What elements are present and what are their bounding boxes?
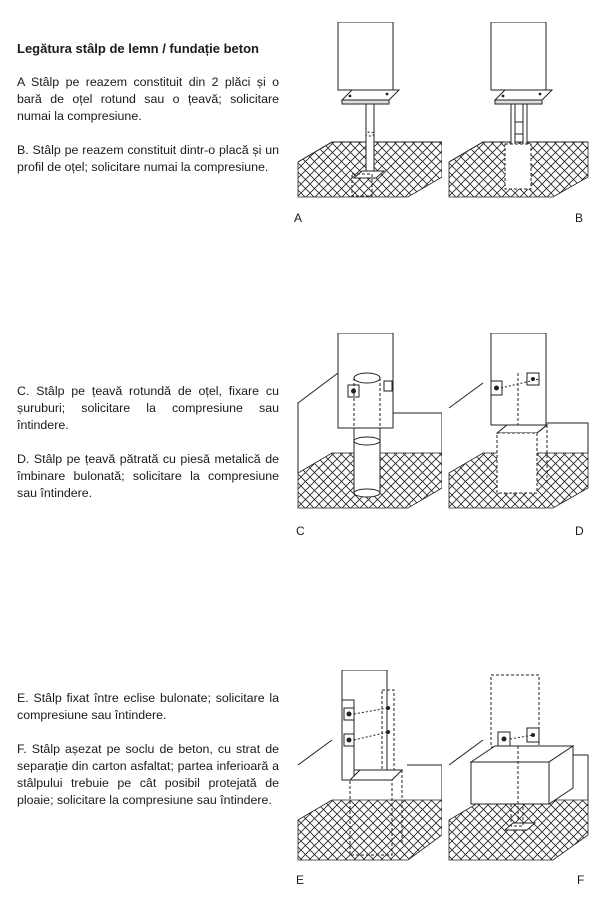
- figure-d-label: D: [575, 524, 584, 538]
- figure-b-drawing: [443, 22, 593, 212]
- paragraph-e: E. Stâlp fixat între eclise bulonate; solicitare la compresiune sau întindere.: [17, 691, 279, 722]
- paragraph-a: A Stâlp pe reazem constituit din 2 plăci și o bară de oțel rotund sau o țeavă; solicitare numai la compresiune.: [17, 75, 279, 123]
- figure-a-label: A: [294, 211, 303, 225]
- paragraph-c: C. Stâlp pe țeavă rotundă de oțel, fixare cu șuruburi; solicitare la compresiune sau întindere.: [17, 384, 279, 432]
- figure-e-label: E: [296, 873, 305, 887]
- figure-f-drawing: [443, 670, 593, 870]
- figure-f-label: F: [577, 873, 585, 887]
- paragraph-d: D. Stâlp pe țeavă pătrată cu piesă metalică de îmbinare bulonată; solicitare la compresiune sau întindere.: [17, 452, 279, 500]
- figure-c-drawing: [292, 333, 442, 523]
- page-title: Legătura stâlp de lemn / fundație beton: [17, 41, 259, 56]
- figure-e-drawing: [292, 670, 442, 870]
- figure-a-drawing: [292, 22, 442, 212]
- figure-d-drawing: [443, 333, 593, 523]
- figure-c-label: C: [296, 524, 305, 538]
- paragraph-f: F. Stâlp așezat pe soclu de beton, cu strat de separație din carton asfaltat; partea inferioară a stâlpului trebuie pe cât posibil protejată de ploaie; solicitare la compresiune sau întindere.: [17, 742, 279, 807]
- paragraph-b: B. Stâlp pe reazem constituit dintr-o placă și un profil de oțel; solicitare numai la compresiune.: [17, 143, 279, 174]
- figure-b-label: B: [575, 211, 584, 225]
